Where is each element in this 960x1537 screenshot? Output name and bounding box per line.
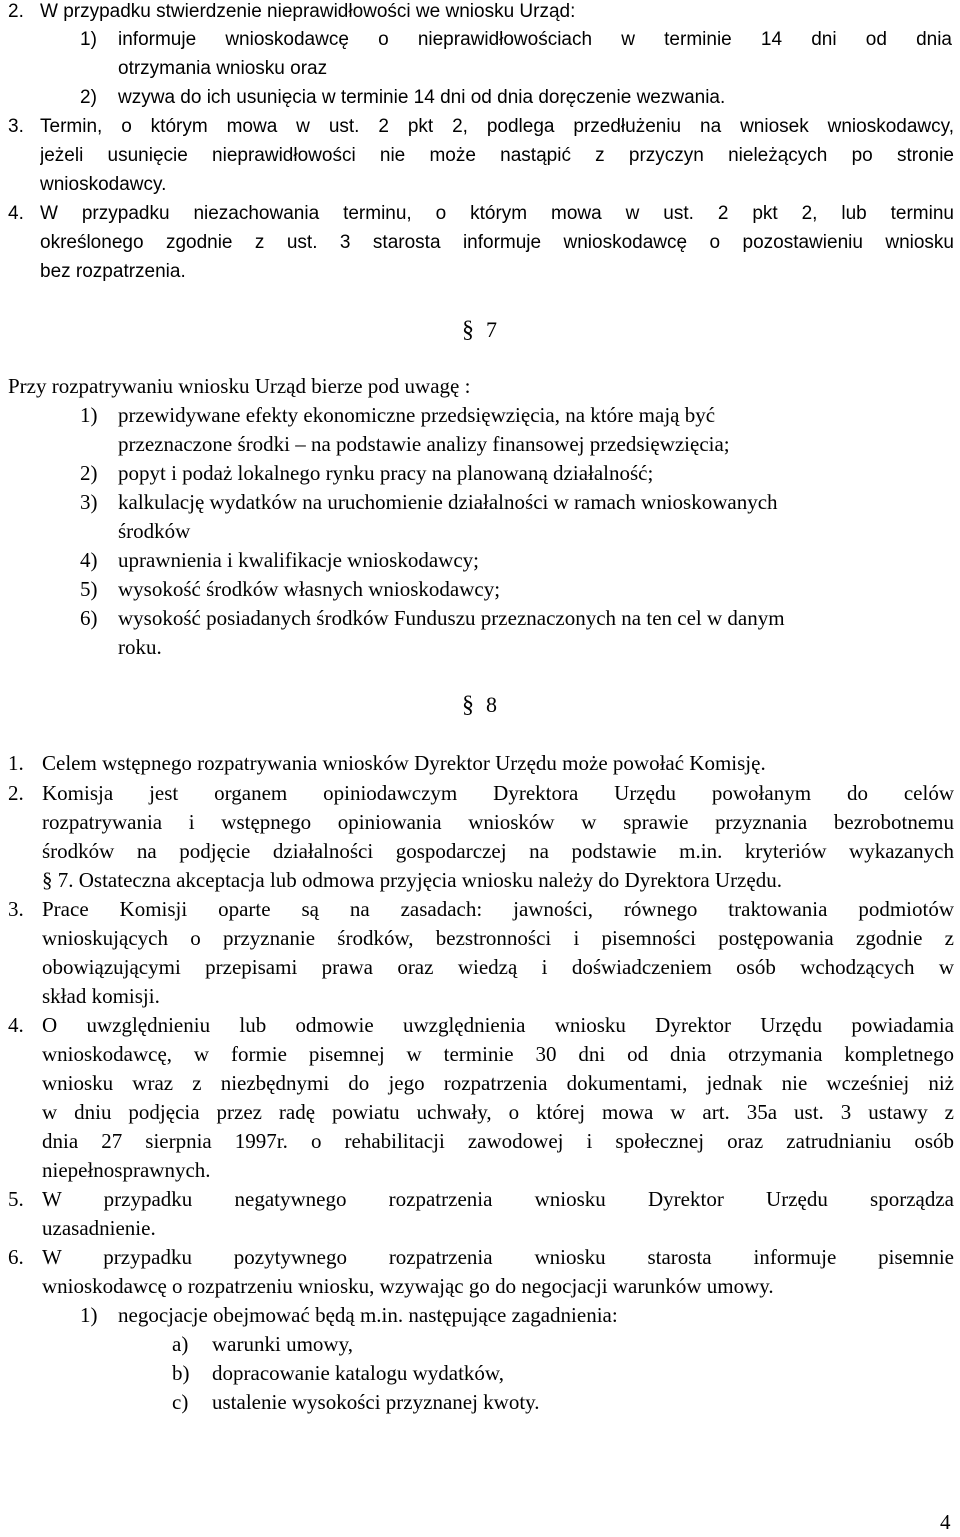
item-number: 2. xyxy=(8,781,24,805)
item-text: O uwzględnieniu lub odmowie uwzględnienia wniosku Dyrektor Urzędu powiadamia xyxy=(42,1013,954,1037)
item-number: 6. xyxy=(8,1245,24,1269)
item-text: obowiązującymi przepisami prawa oraz wiedzą i doświadczeniem osób wchodzących w xyxy=(42,955,954,979)
item-text: jeżeli usunięcie nieprawidłowości nie może nastąpić z przyczyn nieleżących po stronie xyxy=(40,145,954,166)
item-text: Termin, o którym mowa w ust. 2 pkt 2, podlega przedłużeniu na wniosek wnioskodawcy, xyxy=(40,116,954,137)
item-text: wniosku wraz z niezbędnymi do jego rozpatrzenia dokumentami, jednak nie wcześniej niż xyxy=(42,1071,954,1095)
section-number: 8 xyxy=(486,692,497,717)
page-number: 4 xyxy=(940,1510,951,1534)
item-text: Komisja jest organem opiniodawczym Dyrektora Urzędu powołanym do celów xyxy=(42,781,954,805)
list-item: uprawnienia i kwalifikacje wnioskodawcy; xyxy=(118,548,479,572)
item-text: uzasadnienie. xyxy=(42,1216,156,1240)
list-number: 5) xyxy=(80,577,98,601)
item-text: niepełnosprawnych. xyxy=(42,1158,211,1182)
item-text: określonego zgodnie z ust. 3 starosta informuje wnioskodawcę o pozostawieniu wniosku xyxy=(40,232,954,253)
item-number: 3. xyxy=(8,897,24,921)
letter-number: a) xyxy=(172,1332,189,1356)
item-number: 2. xyxy=(8,1,24,22)
item-text: W przypadku negatywnego rozpatrzenia wniosku Dyrektor Urzędu sporządza xyxy=(42,1187,954,1211)
item-text: W przypadku stwierdzenie nieprawidłowości we wniosku Urząd: xyxy=(40,1,576,22)
list-item: środków xyxy=(118,519,191,543)
list-item: wysokość posiadanych środków Funduszu przeznaczonych na ten cel w danym xyxy=(118,606,785,630)
item-text: wnioskujących o przyznanie środków, bezstronności i pisemności postępowania zgodnie z xyxy=(42,926,954,950)
item-number: 3. xyxy=(8,116,24,137)
subitem-text: negocjacje obejmować będą m.in. następujące zagadnienia: xyxy=(118,1303,618,1327)
item-number: 5. xyxy=(8,1187,24,1211)
item-number: 1. xyxy=(8,751,24,775)
item-text: W przypadku niezachowania terminu, o którym mowa w ust. 2 pkt 2, lub terminu xyxy=(40,203,954,224)
item-text: Celem wstępnego rozpatrywania wniosków Dyrektor Urzędu może powołać Komisję. xyxy=(42,751,766,775)
item-text: skład komisji. xyxy=(42,984,160,1008)
subitem-number: 1) xyxy=(80,29,97,50)
section-intro: Przy rozpatrywaniu wniosku Urząd bierze pod uwagę : xyxy=(8,374,471,398)
list-number: 4) xyxy=(80,548,98,572)
item-text: rozpatrywania i wstępnego opiniowania wniosków w sprawie przyznania bezrobotnemu xyxy=(42,810,954,834)
section-heading-7 xyxy=(462,315,497,345)
section-number: 7 xyxy=(486,317,497,342)
list-number: 3) xyxy=(80,490,98,514)
subitem-text: otrzymania wniosku oraz xyxy=(118,58,328,79)
item-text: § 7. Ostateczna akceptacja lub odmowa przyjęcia wniosku należy do Dyrektora Urzędu. xyxy=(42,868,782,892)
section-heading-8 xyxy=(462,690,497,720)
letter-number: c) xyxy=(172,1390,189,1414)
item-text: w dniu podjęcia przez radę powiatu uchwały, o której mowa w art. 35a ust. 3 ustawy z xyxy=(42,1100,954,1124)
item-text: W przypadku pozytywnego rozpatrzenia wniosku starosta informuje pisemnie xyxy=(42,1245,954,1269)
item-number: 4. xyxy=(8,1013,24,1037)
letter-item: ustalenie wysokości przyznanej kwoty. xyxy=(212,1390,540,1414)
item-text: wnioskodawcę o rozpatrzeniu wniosku, wzywając go do negocjacji warunków umowy. xyxy=(42,1274,774,1298)
letter-item: warunki umowy, xyxy=(212,1332,353,1356)
list-item: przeznaczone środki – na podstawie analizy finansowej przedsięwzięcia; xyxy=(118,432,730,456)
item-text: dnia 27 sierpnia 1997r. o rehabilitacji zawodowej i społecznej oraz zatrudnianiu osób xyxy=(42,1129,954,1153)
item-text: środków na podjęcie działalności gospodarczej na podstawie m.in. kryteriów wykazanych xyxy=(42,839,954,863)
list-item: popyt i podaż lokalnego rynku pracy na planowaną działalność; xyxy=(118,461,654,485)
item-text: wnioskodawcy. xyxy=(40,174,167,195)
letter-item: dopracowanie katalogu wydatków, xyxy=(212,1361,504,1385)
list-item: roku. xyxy=(118,635,162,659)
subitem-text: informuje wnioskodawcę o nieprawidłowościach w terminie 14 dni od dnia xyxy=(118,29,952,50)
list-number: 2) xyxy=(80,461,98,485)
item-text: Prace Komisji oparte są na zasadach: jawności, równego traktowania podmiotów xyxy=(42,897,954,921)
list-item: wysokość środków własnych wnioskodawcy; xyxy=(118,577,501,601)
section-symbol: § xyxy=(462,692,474,718)
list-item: kalkulację wydatków na uruchomienie działalności w ramach wnioskowanych xyxy=(118,490,778,514)
subitem-text: wzywa do ich usunięcia w terminie 14 dni od dnia doręczenie wezwania. xyxy=(118,87,726,108)
list-number: 1) xyxy=(80,403,98,427)
list-item: przewidywane efekty ekonomiczne przedsięwzięcia, na które mają być xyxy=(118,403,716,427)
item-text: bez rozpatrzenia. xyxy=(40,261,186,282)
section-symbol: § xyxy=(462,317,474,343)
item-text: wnioskodawcę, w formie pisemnej w terminie 30 dni od dnia otrzymania kompletnego xyxy=(42,1042,954,1066)
letter-number: b) xyxy=(172,1361,190,1385)
subitem-number: 1) xyxy=(80,1303,98,1327)
subitem-number: 2) xyxy=(80,87,97,108)
list-number: 6) xyxy=(80,606,98,630)
item-number: 4. xyxy=(8,203,24,224)
